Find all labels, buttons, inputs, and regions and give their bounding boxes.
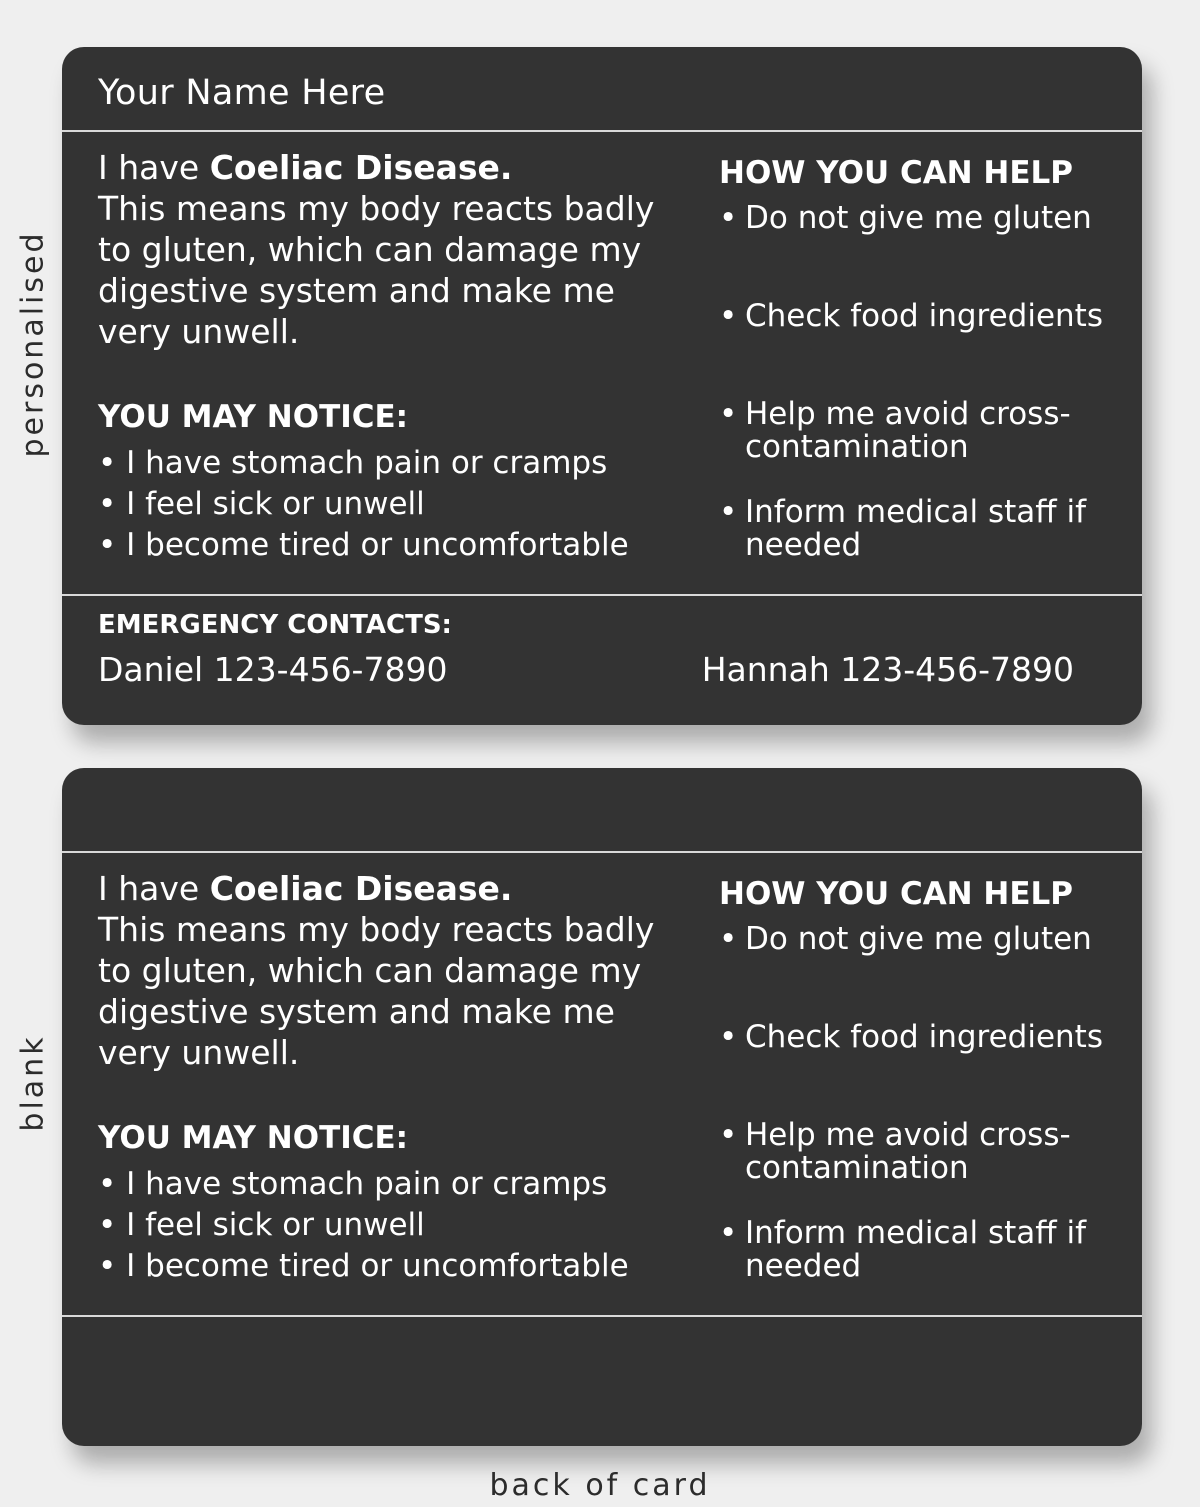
intro-body: This means my body reacts badly to gluten, which can damage my digestive system and make me very unwell. [98, 910, 655, 1072]
notice-list [98, 443, 629, 566]
notice-item: • I feel sick or unwell [98, 486, 425, 522]
notice-list [98, 1164, 629, 1287]
personalised-card [62, 47, 1142, 725]
help-item: • Do not give me gluten [719, 202, 1119, 300]
intro-body: This means my body reacts badly to gluten, which can damage my digestive system and make me very unwell. [98, 189, 655, 351]
emergency-heading: EMERGENCY CONTACTS: [98, 610, 452, 640]
help-item: • Inform medical staff if needed [719, 496, 1119, 594]
help-item: • Help me avoid cross-contamination [719, 398, 1119, 496]
notice-item: • I become tired or uncomfortable [98, 527, 629, 563]
personalised-label: personalised [15, 230, 51, 458]
help-item: • Inform medical staff if needed [719, 1217, 1119, 1315]
notice-heading: YOU MAY NOTICE: [98, 1120, 409, 1156]
bottom-divider [62, 1315, 1142, 1317]
intro-prefix: I have [98, 869, 210, 908]
help-item: • Check food ingredients [719, 1021, 1119, 1119]
condition-name: Coeliac Disease. [209, 148, 513, 187]
top-divider [62, 130, 1142, 132]
help-list [719, 923, 1119, 1315]
emergency-contact-2: Hannah 123-456-7890 [701, 650, 1074, 689]
back-of-card-caption: back of card [489, 1468, 711, 1503]
intro-prefix: I have [98, 148, 210, 187]
intro-text [98, 147, 678, 352]
intro-text [98, 868, 678, 1073]
notice-heading: YOU MAY NOTICE: [98, 399, 409, 435]
help-item: • Do not give me gluten [719, 923, 1119, 1021]
notice-item: • I have stomach pain or cramps [98, 445, 608, 481]
help-item: • Help me avoid cross-contamination [719, 1119, 1119, 1217]
bottom-divider [62, 594, 1142, 596]
condition-name: Coeliac Disease. [209, 869, 513, 908]
notice-item: • I feel sick or unwell [98, 1207, 425, 1243]
help-heading: HOW YOU CAN HELP [719, 876, 1074, 912]
blank-card [62, 768, 1142, 1446]
emergency-contact-1: Daniel 123-456-7890 [98, 650, 448, 689]
help-list [719, 202, 1119, 594]
notice-item: • I become tired or uncomfortable [98, 1248, 629, 1284]
help-item: • Check food ingredients [719, 300, 1119, 398]
top-divider [62, 851, 1142, 853]
help-heading: HOW YOU CAN HELP [719, 155, 1074, 191]
notice-item: • I have stomach pain or cramps [98, 1166, 608, 1202]
blank-label: blank [15, 1034, 51, 1132]
name-field: Your Name Here [98, 73, 386, 113]
